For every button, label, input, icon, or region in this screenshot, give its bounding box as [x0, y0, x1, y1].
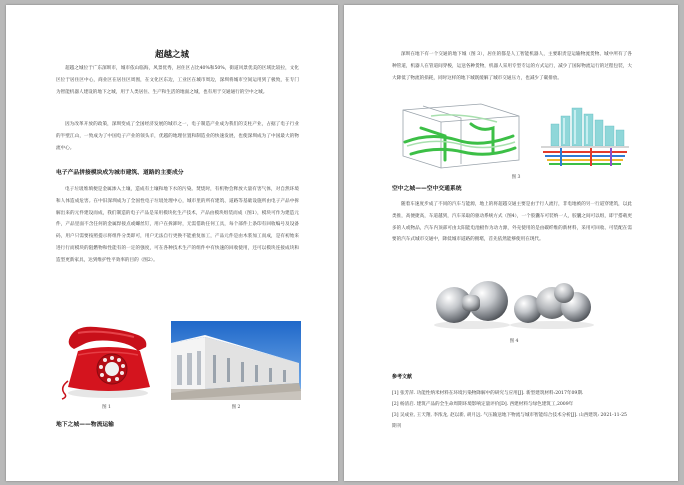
intro-paragraph-1: 超越之城位于广东深圳市，城市依山临海，风景优秀，居住区占比40%和50%，街道风景优美的区域比较拉，文化区位于居住区中心，商业区在居住区周围，在文化区东边，工业区在城市周边，深圳将城市空间运用到了极致，在专门为智能机器人建设的地下之城，用于人类居住、生产和生活的地面之城，也有用于交通通行的空中之城。 — [56, 66, 299, 95]
section-heading-electronic-modules: 电子产品拼接模块成为城市建筑、道路的主要成分 — [56, 170, 184, 176]
document-title: 超越之城 — [154, 50, 189, 60]
references-heading: 参考文献 — [392, 374, 413, 380]
intro-paragraph-2: 因为改革开放的政策，深圳变成了全国经济发展的城市之一，电子制造产业成为我们的支柱产业，占据了电子行业的半壁江山，一致成为了中国电子产业的领头羊，优越的地理位置和制造业的快速发展，也使深圳成为了中国最大的物流中心。 — [56, 122, 299, 151]
section-heading-underground-logistics: 地下之城——物流运输 — [56, 422, 114, 428]
figure-2-factory-building — [171, 321, 301, 400]
air-transport-paragraph: 随着车速度步成了不同的汽车与能源，地上的将超越交通主要是由于行人流行，非电地被的另一行道穿建筑，以此类推，高便捷高，车道越到，汽车采取的驱动系统方式（图4），一个胶囊车可装纳一人，胶囊之间可以组，即于搭载更多的人或物品，汽车内顶部可由太阳能电池板作为动力源，外壳使用的是由碳纤维的新材料，采用可回收、可装配在需要的汽车式城市交通中，降低城市道路的拥堵，首先依然能够使用在现代。 — [392, 202, 632, 243]
right-page — [344, 5, 678, 481]
figure-3-pipe-network — [401, 102, 631, 170]
figure-2-caption: 图 2 — [231, 405, 241, 410]
figure-4-capsule-vehicles — [424, 273, 604, 333]
figure-1-caption: 图 1 — [102, 405, 111, 410]
reference-item: [1] 张芳萍. 功能性纳米材料在环境污染物降解中的研究与应用[J]. 新型建筑材料:2017年09期. — [392, 391, 584, 396]
section-heading-air-transport: 空中之城——空中交通系统 — [392, 186, 462, 192]
underground-city-paragraph: 深圳在地下有一个交通的地下城（图 3），居住的都是人工智能机器人，主要职责是运输物流货物、城中所有了各种管道，机器人在管道间穿梭，运送各种货物，机器人采用专型专运的方式运行，减少了国际物流运行的过程包装，大大降低了物流的损耗，同时这样的地下城既缓解了城市交通压力，也减少了碳排放。 — [392, 52, 632, 81]
left-page — [6, 5, 338, 481]
figure-1-red-telephone — [56, 321, 157, 400]
figure-3-caption: 图 3 — [511, 175, 521, 180]
figure-4-caption: 图 4 — [509, 339, 519, 344]
body-paragraph-electronic-modules: 电子垃圾堆填便是金属渗入土壤，造成有土壤和地下水的污染。焚烧时，有机物会释放大量有害气体，对自然环境和人体造成危害。在中旧深圳成为了全国性电子垃圾处理中心，城市里的所有建筑、道路等基础设施所由电子产品中拆解出来的元件建设而成，我们制造的电子产品是采用模块化生产技术，产品由模块组装而成（图1），模块可作为建造元件，产品里面不含任何的金属焊接点或螺丝钉，用户在拆卸时，无需借助任何工具，每个部件上条印有回收编号及设备码，用户只需要按照提示将组件分类即可，用户无法自行更换不能重复加工，产品元件是由木浆加工而成，是有初始来进行行而模块的阻燃物和性能有的一定的强度，可在各种技术生产的组件中有快速的回收使用，还可以模块连接成块和造型更新家具，达到维护性平效率的目的（图2）。 — [56, 187, 299, 263]
reference-item: [2] 杨清启. 建筑产品的全生命周期环境影响定量评价[D]. 西建材料与绿色建筑工,2009年 — [392, 402, 574, 407]
references-list — [392, 388, 632, 432]
reference-item: [3] 吴成业, 王天翔, 李浓龙, 赵以新, 胡月远. 气压输送地下物流与城市智能综合技术分析[J]. 山西建筑: 2021-11-25 期刊 — [392, 413, 627, 429]
